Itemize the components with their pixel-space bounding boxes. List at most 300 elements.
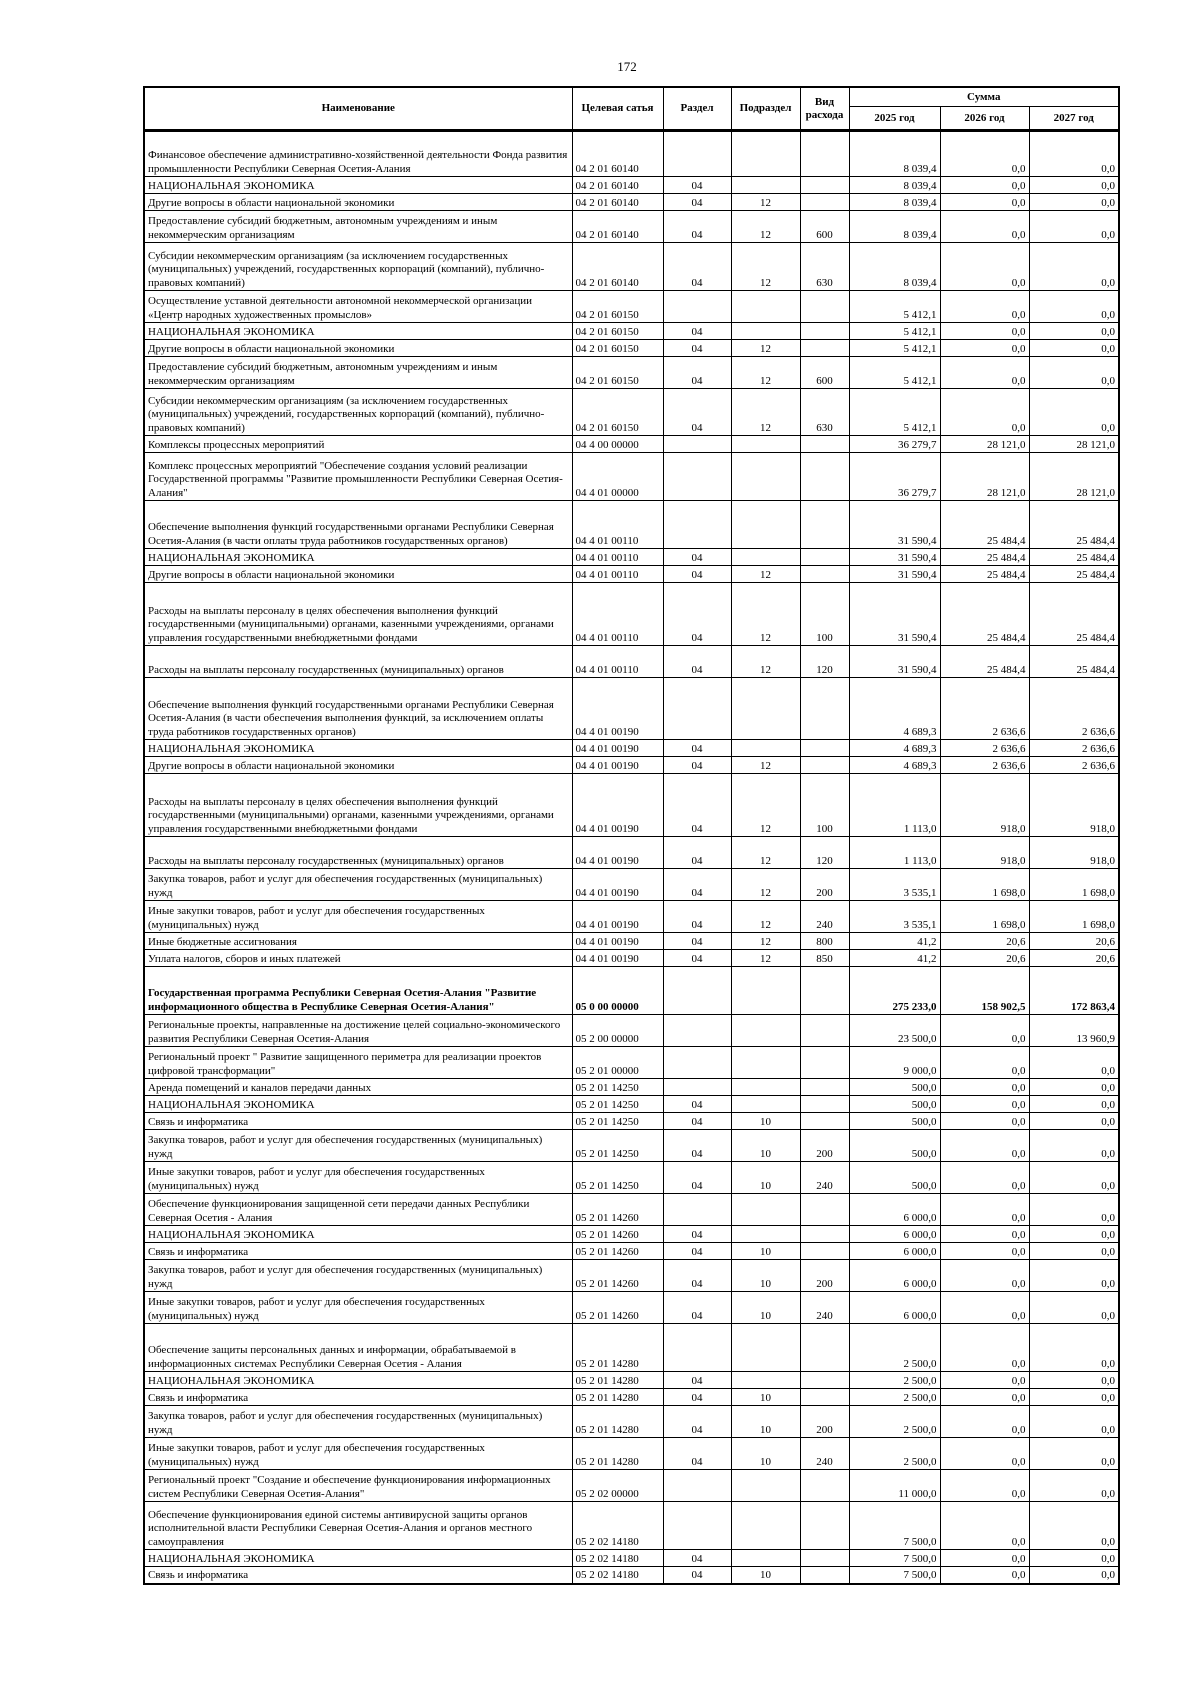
- row-sum-2025: 31 590,4: [849, 501, 940, 549]
- table-row: [144, 131, 1119, 177]
- row-section: 04: [663, 1130, 731, 1162]
- table-row: [144, 291, 1119, 323]
- row-sum-2025: 8 039,4: [849, 194, 940, 211]
- row-sum-2025: 23 500,0: [849, 1015, 940, 1047]
- row-target-code: 05 2 01 14280: [572, 1324, 663, 1372]
- row-section: 04: [663, 1438, 731, 1470]
- row-sum-2026: 0,0: [940, 177, 1029, 194]
- table-row: [144, 1194, 1119, 1226]
- table-row: [144, 933, 1119, 950]
- row-sum-2026: 28 121,0: [940, 436, 1029, 453]
- row-sum-2027: 0,0: [1029, 323, 1119, 340]
- row-target-code: 05 2 00 00000: [572, 1015, 663, 1047]
- table-row: [144, 453, 1119, 501]
- row-name: Связь и информатика: [144, 1389, 572, 1406]
- table-row: [144, 678, 1119, 740]
- row-sum-2027: 0,0: [1029, 1438, 1119, 1470]
- row-section: [663, 1047, 731, 1079]
- table-row: [144, 436, 1119, 453]
- row-sum-2027: 0,0: [1029, 1292, 1119, 1324]
- row-sum-2027: 25 484,4: [1029, 646, 1119, 678]
- table-row: [144, 1502, 1119, 1550]
- row-subsection: 12: [731, 194, 800, 211]
- row-sum-2026: 918,0: [940, 774, 1029, 837]
- row-subsection: 12: [731, 389, 800, 436]
- table-row: [144, 340, 1119, 357]
- row-sum-2025: 6 000,0: [849, 1292, 940, 1324]
- row-sum-2026: 0,0: [940, 194, 1029, 211]
- row-sum-2025: 5 412,1: [849, 340, 940, 357]
- row-expense-type: 800: [800, 933, 849, 950]
- row-section: [663, 436, 731, 453]
- row-sum-2025: 5 412,1: [849, 389, 940, 436]
- row-sum-2027: 172 863,4: [1029, 967, 1119, 1015]
- row-sum-2026: 25 484,4: [940, 583, 1029, 646]
- row-sum-2025: 3 535,1: [849, 901, 940, 933]
- row-target-code: 05 2 01 14250: [572, 1162, 663, 1194]
- row-section: 04: [663, 950, 731, 967]
- page-number: 172: [617, 59, 637, 74]
- row-target-code: 05 2 01 14280: [572, 1372, 663, 1389]
- row-section: 04: [663, 323, 731, 340]
- row-subsection: [731, 740, 800, 757]
- col-header-subsection: Подраздел: [731, 87, 800, 131]
- row-expense-type: 200: [800, 869, 849, 901]
- row-expense-type: 200: [800, 1406, 849, 1438]
- row-sum-2025: 8 039,4: [849, 211, 940, 243]
- row-name: Расходы на выплаты персоналу в целях обеспечения выполнения функций государственными (муниципальными) органами, казенными учреждениями, органами управления государственными внебюджетными фондами: [144, 774, 572, 837]
- row-target-code: 05 2 02 14180: [572, 1550, 663, 1567]
- row-sum-2025: 7 500,0: [849, 1567, 940, 1584]
- row-target-code: 05 2 01 14280: [572, 1389, 663, 1406]
- row-expense-type: 240: [800, 1438, 849, 1470]
- row-sum-2027: 25 484,4: [1029, 583, 1119, 646]
- row-section: 04: [663, 869, 731, 901]
- row-section: [663, 1324, 731, 1372]
- row-expense-type: [800, 453, 849, 501]
- row-subsection: 10: [731, 1406, 800, 1438]
- row-expense-type: 850: [800, 950, 849, 967]
- row-subsection: [731, 131, 800, 177]
- row-expense-type: [800, 340, 849, 357]
- row-sum-2027: 0,0: [1029, 1226, 1119, 1243]
- row-section: 04: [663, 1567, 731, 1584]
- row-target-code: 05 2 01 00000: [572, 1047, 663, 1079]
- table-row: [144, 646, 1119, 678]
- row-section: 04: [663, 646, 731, 678]
- row-section: 04: [663, 901, 731, 933]
- table-row: [144, 774, 1119, 837]
- row-sum-2025: 9 000,0: [849, 1047, 940, 1079]
- row-sum-2026: 20,6: [940, 933, 1029, 950]
- table-row: [144, 1470, 1119, 1502]
- row-expense-type: 200: [800, 1130, 849, 1162]
- row-subsection: [731, 1372, 800, 1389]
- row-expense-type: 200: [800, 1260, 849, 1292]
- table-row: [144, 194, 1119, 211]
- row-sum-2025: 2 500,0: [849, 1438, 940, 1470]
- row-sum-2026: 20,6: [940, 950, 1029, 967]
- row-section: 04: [663, 1372, 731, 1389]
- row-section: 04: [663, 583, 731, 646]
- row-subsection: 10: [731, 1389, 800, 1406]
- table-row: [144, 211, 1119, 243]
- row-subsection: 10: [731, 1243, 800, 1260]
- table-row: [144, 1567, 1119, 1584]
- row-name: Другие вопросы в области национальной экономики: [144, 194, 572, 211]
- row-sum-2026: 28 121,0: [940, 453, 1029, 501]
- row-sum-2026: 0,0: [940, 1260, 1029, 1292]
- row-sum-2025: 31 590,4: [849, 566, 940, 583]
- table-row: [144, 1292, 1119, 1324]
- row-target-code: 04 4 01 00190: [572, 933, 663, 950]
- row-subsection: [731, 453, 800, 501]
- row-sum-2026: 0,0: [940, 1047, 1029, 1079]
- row-target-code: 04 2 01 60150: [572, 340, 663, 357]
- row-name: Иные закупки товаров, работ и услуг для обеспечения государственных (муниципальных) нужд: [144, 1162, 572, 1194]
- row-sum-2025: 5 412,1: [849, 323, 940, 340]
- row-sum-2027: 0,0: [1029, 194, 1119, 211]
- row-name: Закупка товаров, работ и услуг для обеспечения государственных (муниципальных) нужд: [144, 1406, 572, 1438]
- row-sum-2027: 2 636,6: [1029, 740, 1119, 757]
- table-row: [144, 901, 1119, 933]
- row-sum-2027: 0,0: [1029, 1113, 1119, 1130]
- table-row: [144, 1438, 1119, 1470]
- row-sum-2026: 0,0: [940, 1130, 1029, 1162]
- row-expense-type: [800, 1079, 849, 1096]
- row-name: Связь и информатика: [144, 1243, 572, 1260]
- row-name: НАЦИОНАЛЬНАЯ ЭКОНОМИКА: [144, 323, 572, 340]
- row-target-code: 04 2 01 60140: [572, 243, 663, 291]
- row-expense-type: [800, 1113, 849, 1130]
- row-sum-2027: 0,0: [1029, 1096, 1119, 1113]
- row-name: Расходы на выплаты персоналу государственных (муниципальных) органов: [144, 646, 572, 678]
- row-sum-2027: 0,0: [1029, 1372, 1119, 1389]
- row-name: Связь и информатика: [144, 1113, 572, 1130]
- row-target-code: 04 4 01 00190: [572, 740, 663, 757]
- row-section: 04: [663, 1406, 731, 1438]
- row-subsection: [731, 1015, 800, 1047]
- row-subsection: [731, 436, 800, 453]
- row-subsection: 12: [731, 646, 800, 678]
- row-subsection: 10: [731, 1130, 800, 1162]
- row-name: Иные закупки товаров, работ и услуг для обеспечения государственных (муниципальных) нужд: [144, 1292, 572, 1324]
- row-sum-2027: 2 636,6: [1029, 678, 1119, 740]
- row-subsection: 12: [731, 774, 800, 837]
- row-sum-2027: 918,0: [1029, 774, 1119, 837]
- row-expense-type: 120: [800, 646, 849, 678]
- row-subsection: [731, 967, 800, 1015]
- row-section: 04: [663, 1113, 731, 1130]
- row-name: Другие вопросы в области национальной экономики: [144, 566, 572, 583]
- row-sum-2027: 0,0: [1029, 1130, 1119, 1162]
- col-header-2026: 2026 год: [940, 107, 1029, 131]
- row-name: Финансовое обеспечение административно-хозяйственной деятельности Фонда развития промышленности Республики Северная Осетия-Алания: [144, 131, 572, 177]
- table-row: [144, 357, 1119, 389]
- row-subsection: [731, 1502, 800, 1550]
- row-section: 04: [663, 837, 731, 869]
- row-section: [663, 453, 731, 501]
- row-target-code: 04 4 00 00000: [572, 436, 663, 453]
- row-expense-type: [800, 194, 849, 211]
- table-row: [144, 1260, 1119, 1292]
- row-target-code: 04 4 01 00190: [572, 774, 663, 837]
- row-target-code: 05 2 01 14250: [572, 1113, 663, 1130]
- table-row: [144, 1389, 1119, 1406]
- row-sum-2025: 2 500,0: [849, 1324, 940, 1372]
- table-row: [144, 967, 1119, 1015]
- row-section: 04: [663, 389, 731, 436]
- row-sum-2026: 0,0: [940, 1438, 1029, 1470]
- row-subsection: 12: [731, 950, 800, 967]
- row-sum-2026: 0,0: [940, 323, 1029, 340]
- row-target-code: 04 4 01 00190: [572, 901, 663, 933]
- row-expense-type: [800, 436, 849, 453]
- row-sum-2027: 28 121,0: [1029, 436, 1119, 453]
- row-sum-2027: 25 484,4: [1029, 549, 1119, 566]
- row-target-code: 04 2 01 60150: [572, 323, 663, 340]
- row-target-code: 04 4 01 00190: [572, 837, 663, 869]
- table-row: [144, 740, 1119, 757]
- row-subsection: 10: [731, 1292, 800, 1324]
- row-expense-type: 120: [800, 837, 849, 869]
- row-subsection: 10: [731, 1113, 800, 1130]
- row-sum-2027: 0,0: [1029, 1324, 1119, 1372]
- row-sum-2025: 3 535,1: [849, 869, 940, 901]
- row-sum-2027: 0,0: [1029, 131, 1119, 177]
- row-target-code: 04 2 01 60150: [572, 389, 663, 436]
- table-row: [144, 950, 1119, 967]
- row-sum-2025: 7 500,0: [849, 1502, 940, 1550]
- row-section: 04: [663, 1292, 731, 1324]
- row-target-code: 04 4 01 00110: [572, 566, 663, 583]
- row-sum-2026: 0,0: [940, 1389, 1029, 1406]
- row-target-code: 05 2 01 14250: [572, 1096, 663, 1113]
- table-row: [144, 1162, 1119, 1194]
- row-sum-2027: 20,6: [1029, 933, 1119, 950]
- row-sum-2025: 500,0: [849, 1079, 940, 1096]
- row-sum-2025: 31 590,4: [849, 583, 940, 646]
- row-expense-type: [800, 1550, 849, 1567]
- row-sum-2027: 28 121,0: [1029, 453, 1119, 501]
- row-sum-2027: 0,0: [1029, 1567, 1119, 1584]
- col-header-target: Целевая сатья: [572, 87, 663, 131]
- row-sum-2026: 0,0: [940, 1079, 1029, 1096]
- row-sum-2025: 8 039,4: [849, 177, 940, 194]
- table-row: [144, 243, 1119, 291]
- row-sum-2026: 0,0: [940, 243, 1029, 291]
- row-expense-type: [800, 549, 849, 566]
- row-subsection: [731, 1096, 800, 1113]
- table-row: [144, 501, 1119, 549]
- row-section: 04: [663, 177, 731, 194]
- table-row: [144, 583, 1119, 646]
- row-section: 04: [663, 1550, 731, 1567]
- row-expense-type: 240: [800, 1292, 849, 1324]
- row-sum-2026: 25 484,4: [940, 501, 1029, 549]
- row-sum-2026: 25 484,4: [940, 566, 1029, 583]
- row-subsection: 12: [731, 340, 800, 357]
- row-name: Расходы на выплаты персоналу государственных (муниципальных) органов: [144, 837, 572, 869]
- row-subsection: 10: [731, 1162, 800, 1194]
- row-sum-2026: 1 698,0: [940, 869, 1029, 901]
- row-target-code: 04 2 01 60140: [572, 194, 663, 211]
- row-expense-type: 600: [800, 211, 849, 243]
- row-sum-2025: 500,0: [849, 1162, 940, 1194]
- row-name: НАЦИОНАЛЬНАЯ ЭКОНОМИКА: [144, 740, 572, 757]
- row-subsection: 12: [731, 583, 800, 646]
- row-sum-2026: 0,0: [940, 1113, 1029, 1130]
- row-section: 04: [663, 1389, 731, 1406]
- row-sum-2027: 20,6: [1029, 950, 1119, 967]
- row-target-code: 05 2 01 14250: [572, 1130, 663, 1162]
- row-sum-2025: 4 689,3: [849, 757, 940, 774]
- row-target-code: 04 2 01 60140: [572, 177, 663, 194]
- row-sum-2027: 0,0: [1029, 211, 1119, 243]
- table-row: [144, 549, 1119, 566]
- row-sum-2027: 25 484,4: [1029, 566, 1119, 583]
- row-expense-type: [800, 740, 849, 757]
- row-sum-2025: 6 000,0: [849, 1194, 940, 1226]
- row-sum-2025: 5 412,1: [849, 291, 940, 323]
- row-target-code: 05 2 01 14260: [572, 1194, 663, 1226]
- row-target-code: 04 2 01 60150: [572, 357, 663, 389]
- row-subsection: 12: [731, 566, 800, 583]
- row-subsection: 12: [731, 757, 800, 774]
- row-sum-2025: 2 500,0: [849, 1406, 940, 1438]
- row-sum-2027: 0,0: [1029, 1162, 1119, 1194]
- row-sum-2026: 0,0: [940, 131, 1029, 177]
- row-target-code: 05 2 01 14260: [572, 1243, 663, 1260]
- row-expense-type: [800, 1243, 849, 1260]
- row-sum-2025: 2 500,0: [849, 1372, 940, 1389]
- row-section: [663, 967, 731, 1015]
- row-section: 04: [663, 1162, 731, 1194]
- row-sum-2025: 2 500,0: [849, 1389, 940, 1406]
- row-sum-2027: 918,0: [1029, 837, 1119, 869]
- row-sum-2026: 0,0: [940, 1372, 1029, 1389]
- row-expense-type: [800, 1470, 849, 1502]
- row-name: Осуществление уставной деятельности автономной некоммерческой организации «Центр народных художественных промыслов»: [144, 291, 572, 323]
- row-expense-type: [800, 131, 849, 177]
- row-sum-2025: 8 039,4: [849, 243, 940, 291]
- row-section: [663, 1194, 731, 1226]
- row-name: Расходы на выплаты персоналу в целях обеспечения выполнения функций государственными (муниципальными) органами, казенными учреждениями, органами управления государственными внебюджетными фондами: [144, 583, 572, 646]
- row-sum-2027: 0,0: [1029, 340, 1119, 357]
- row-expense-type: [800, 1015, 849, 1047]
- row-section: 04: [663, 549, 731, 566]
- row-sum-2027: 1 698,0: [1029, 901, 1119, 933]
- row-sum-2025: 36 279,7: [849, 436, 940, 453]
- row-expense-type: [800, 678, 849, 740]
- row-target-code: 05 2 01 14260: [572, 1260, 663, 1292]
- row-name: Региональный проект " Развитие защищенного периметра для реализации проектов цифровой трансформации": [144, 1047, 572, 1079]
- table-row: [144, 1226, 1119, 1243]
- row-sum-2026: 158 902,5: [940, 967, 1029, 1015]
- row-name: Обеспечение функционирования единой системы антивирусной защиты органов исполнительной власти Республики Северная Осетия-Алания и органов местного самоуправления: [144, 1502, 572, 1550]
- row-expense-type: [800, 1096, 849, 1113]
- row-expense-type: 630: [800, 389, 849, 436]
- row-subsection: 12: [731, 869, 800, 901]
- row-sum-2025: 7 500,0: [849, 1550, 940, 1567]
- row-target-code: 05 2 01 14280: [572, 1406, 663, 1438]
- row-name: Региональный проект "Создание и обеспечение функционирования информационных систем Республики Северная Осетия-Алания": [144, 1470, 572, 1502]
- row-subsection: 12: [731, 901, 800, 933]
- row-subsection: 10: [731, 1260, 800, 1292]
- row-sum-2025: 31 590,4: [849, 646, 940, 678]
- row-sum-2026: 1 698,0: [940, 901, 1029, 933]
- row-subsection: 10: [731, 1567, 800, 1584]
- row-name: Обеспечение защиты персональных данных и информации, обрабатываемой в информационных системах Республики Северная Осетия - Алания: [144, 1324, 572, 1372]
- row-sum-2027: 0,0: [1029, 1550, 1119, 1567]
- row-target-code: 04 4 01 00110: [572, 501, 663, 549]
- row-sum-2025: 1 113,0: [849, 774, 940, 837]
- row-target-code: 04 4 01 00110: [572, 646, 663, 678]
- row-sum-2026: 0,0: [940, 1243, 1029, 1260]
- row-sum-2025: 4 689,3: [849, 678, 940, 740]
- row-section: [663, 501, 731, 549]
- row-subsection: [731, 1324, 800, 1372]
- col-header-2025: 2025 год: [849, 107, 940, 131]
- row-sum-2026: 0,0: [940, 340, 1029, 357]
- row-sum-2025: 275 233,0: [849, 967, 940, 1015]
- row-target-code: 04 4 01 00190: [572, 757, 663, 774]
- row-section: 04: [663, 1260, 731, 1292]
- row-name: НАЦИОНАЛЬНАЯ ЭКОНОМИКА: [144, 177, 572, 194]
- row-subsection: 12: [731, 837, 800, 869]
- row-sum-2027: 1 698,0: [1029, 869, 1119, 901]
- row-name: Субсидии некоммерческим организациям (за исключением государственных (муниципальных) учреждений, государственных корпораций (компаний), публично-правовых компаний): [144, 389, 572, 436]
- row-sum-2025: 6 000,0: [849, 1243, 940, 1260]
- row-sum-2025: 500,0: [849, 1096, 940, 1113]
- row-name: Уплата налогов, сборов и иных платежей: [144, 950, 572, 967]
- row-target-code: 04 4 01 00000: [572, 453, 663, 501]
- row-name: Обеспечение функционирования защищенной сети передачи данных Республики Северная Осетия - Алания: [144, 1194, 572, 1226]
- row-expense-type: 100: [800, 774, 849, 837]
- row-subsection: [731, 1226, 800, 1243]
- row-name: Комплексы процессных мероприятий: [144, 436, 572, 453]
- table-row: [144, 1324, 1119, 1372]
- row-subsection: 12: [731, 211, 800, 243]
- row-expense-type: [800, 1226, 849, 1243]
- row-expense-type: [800, 967, 849, 1015]
- row-target-code: 05 2 01 14250: [572, 1079, 663, 1096]
- row-subsection: [731, 549, 800, 566]
- row-target-code: 04 4 01 00190: [572, 950, 663, 967]
- row-name: Связь и информатика: [144, 1567, 572, 1584]
- row-name: Иные бюджетные ассигнования: [144, 933, 572, 950]
- row-expense-type: 240: [800, 1162, 849, 1194]
- col-header-section: Раздел: [663, 87, 731, 131]
- row-target-code: 05 2 02 00000: [572, 1470, 663, 1502]
- row-sum-2025: 11 000,0: [849, 1470, 940, 1502]
- table-row: [144, 1130, 1119, 1162]
- row-sum-2026: 0,0: [940, 1162, 1029, 1194]
- row-sum-2026: 0,0: [940, 1470, 1029, 1502]
- row-sum-2025: 4 689,3: [849, 740, 940, 757]
- row-name: НАЦИОНАЛЬНАЯ ЭКОНОМИКА: [144, 549, 572, 566]
- row-subsection: [731, 501, 800, 549]
- budget-table: [143, 86, 1120, 1585]
- row-sum-2026: 0,0: [940, 1015, 1029, 1047]
- row-name: Закупка товаров, работ и услуг для обеспечения государственных (муниципальных) нужд: [144, 1260, 572, 1292]
- row-expense-type: [800, 1567, 849, 1584]
- row-sum-2026: 0,0: [940, 1096, 1029, 1113]
- row-section: [663, 678, 731, 740]
- row-expense-type: [800, 291, 849, 323]
- row-subsection: 12: [731, 357, 800, 389]
- row-name: Закупка товаров, работ и услуг для обеспечения государственных (муниципальных) нужд: [144, 1130, 572, 1162]
